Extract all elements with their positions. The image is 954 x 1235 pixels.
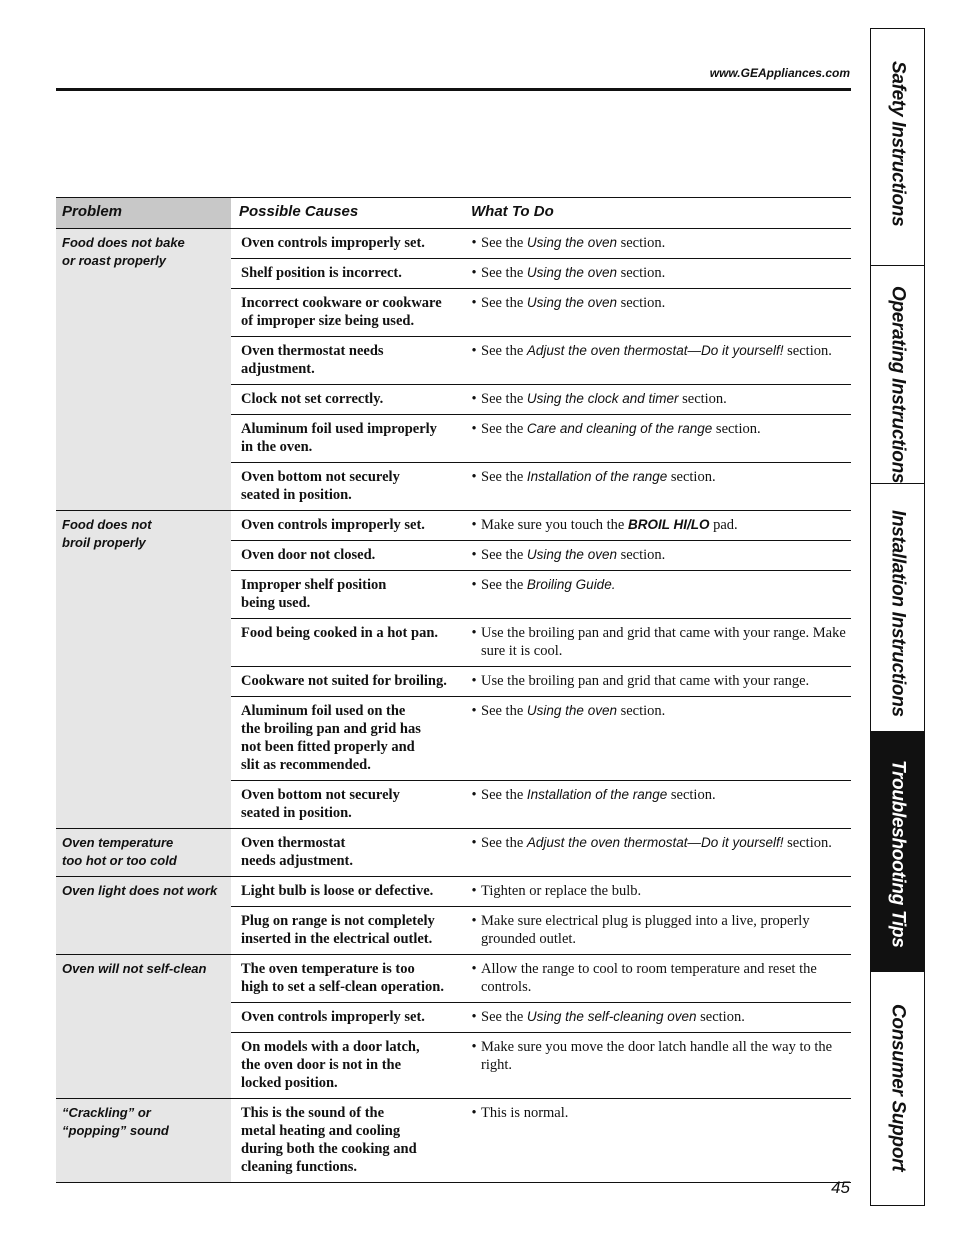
section-reference: Adjust the oven thermostat—Do it yourself! xyxy=(526,835,784,850)
instruction-text: section. xyxy=(616,547,666,563)
instruction-text: Use the broiling pan and grid that came with your range. xyxy=(481,673,810,689)
possible-cause: Aluminum foil used improperly in the oven. xyxy=(241,421,437,455)
instruction-text: section. xyxy=(696,1009,745,1025)
bullet-icon: • xyxy=(471,1105,477,1121)
bullet-icon: • xyxy=(471,1039,477,1055)
instruction-text: See the xyxy=(481,295,527,311)
what-to-do-text xyxy=(481,1008,847,1026)
tab-consumer-support[interactable] xyxy=(871,972,924,1207)
section-reference: Installation of the range xyxy=(526,469,668,484)
possible-cause: Clock not set correctly. xyxy=(241,391,384,407)
table-row xyxy=(231,1003,851,1033)
instruction-text: This is normal. xyxy=(481,1105,569,1121)
section-reference: Broiling Guide. xyxy=(526,577,616,592)
what-to-do-text xyxy=(481,576,847,612)
section-reference: Using the oven xyxy=(526,703,617,718)
instruction-text: Allow the range to cool to room temperature and reset the controls. xyxy=(481,961,817,995)
problem-label: Oven light does not work xyxy=(56,877,231,954)
instruction-text: section. xyxy=(616,265,666,281)
table-row xyxy=(231,1099,851,1182)
what-to-do xyxy=(463,463,851,510)
what-to-do xyxy=(463,259,851,288)
table-row xyxy=(231,289,851,337)
possible-cause: Oven controls improperly set. xyxy=(241,1009,425,1025)
instruction-text: Make sure electrical plug is plugged into a live, properly grounded outlet. xyxy=(481,913,810,947)
what-to-do xyxy=(463,289,851,336)
possible-cause: Oven thermostat needs adjustment. xyxy=(241,343,384,377)
instruction-text: See the xyxy=(481,421,527,437)
what-to-do-text xyxy=(481,834,847,870)
bullet-icon: • xyxy=(471,421,477,437)
what-to-do-text xyxy=(481,624,847,660)
what-to-do-text xyxy=(481,234,847,252)
what-to-do-text xyxy=(481,960,847,996)
instruction-text: section. xyxy=(783,343,832,359)
tab-operating-instructions[interactable] xyxy=(871,266,924,484)
table-row xyxy=(231,571,851,619)
instruction-text: section. xyxy=(667,787,716,803)
what-to-do-text xyxy=(481,468,847,504)
bullet-icon: • xyxy=(471,703,477,719)
bullet-icon: • xyxy=(471,343,477,359)
what-to-do xyxy=(463,781,851,828)
what-to-do-text xyxy=(481,390,847,408)
tab-label: Installation Instructions xyxy=(887,510,909,717)
what-to-do-text xyxy=(481,912,847,948)
instruction-text: Make sure you touch the xyxy=(481,517,628,533)
cause-rows xyxy=(231,877,851,954)
bullet-icon: • xyxy=(471,547,477,563)
what-to-do-text xyxy=(481,786,847,822)
column-header-todo: What To Do xyxy=(471,203,554,220)
what-to-do-text xyxy=(481,1038,847,1092)
section-reference: Using the self-cleaning oven xyxy=(526,1009,697,1024)
table-body xyxy=(56,229,851,1183)
what-to-do xyxy=(463,415,851,462)
what-to-do xyxy=(463,385,851,414)
cause-rows xyxy=(231,955,851,1098)
what-to-do xyxy=(463,1003,851,1032)
what-to-do xyxy=(463,511,851,540)
bullet-icon: • xyxy=(471,295,477,311)
problem-label: Oven temperature too hot or too cold xyxy=(56,829,231,876)
tab-troubleshooting-tips[interactable] xyxy=(871,732,924,972)
instruction-text: Use the broiling pan and grid that came with your range. Make sure it is cool. xyxy=(481,625,846,659)
what-to-do-text xyxy=(481,672,847,690)
possible-cause: The oven temperature is too high to set a self-clean operation. xyxy=(241,961,444,995)
possible-cause: Oven door not closed. xyxy=(241,547,376,563)
what-to-do-text xyxy=(481,882,847,900)
possible-cause: On models with a door latch, the oven door is not in the locked position. xyxy=(241,1039,420,1091)
instruction-text: section. xyxy=(783,835,832,851)
possible-cause: Plug on range is not completely inserted in the electrical outlet. xyxy=(241,913,435,947)
what-to-do xyxy=(463,337,851,384)
what-to-do xyxy=(463,697,851,780)
column-header-problem: Problem xyxy=(56,198,231,228)
instruction-text: See the xyxy=(481,703,527,719)
section-reference: BROIL HI/LO xyxy=(627,517,710,532)
tab-label: Safety Instructions xyxy=(887,61,909,227)
what-to-do xyxy=(463,955,851,1002)
instruction-text: See the xyxy=(481,547,527,563)
tab-label: Troubleshooting Tips xyxy=(887,760,909,948)
instruction-text: See the xyxy=(481,1009,527,1025)
instruction-text: section. xyxy=(616,703,666,719)
possible-cause: Oven thermostat needs adjustment. xyxy=(241,835,353,869)
table-row xyxy=(231,907,851,954)
page-number: 45 xyxy=(831,1178,850,1197)
possible-cause: Oven controls improperly set. xyxy=(241,235,425,251)
table-row xyxy=(231,259,851,289)
cause-rows xyxy=(231,229,851,510)
table-row xyxy=(231,463,851,510)
section-reference: Installation of the range xyxy=(526,787,668,802)
section-tabs xyxy=(870,28,925,1206)
section-reference: Using the oven xyxy=(526,265,617,280)
bullet-icon: • xyxy=(471,235,477,251)
possible-cause: Oven bottom not securely seated in position. xyxy=(241,787,400,821)
tab-label: Consumer Support xyxy=(887,1004,909,1172)
table-row xyxy=(231,385,851,415)
bullet-icon: • xyxy=(471,913,477,929)
possible-cause: Oven controls improperly set. xyxy=(241,517,425,533)
table-row xyxy=(231,829,851,876)
bullet-icon: • xyxy=(471,835,477,851)
problem-group xyxy=(56,229,851,511)
table-row xyxy=(231,955,851,1003)
column-header-causes: Possible Causes xyxy=(239,203,359,220)
problem-group xyxy=(56,829,851,877)
what-to-do xyxy=(463,1099,851,1182)
cause-rows xyxy=(231,829,851,876)
instruction-text: section. xyxy=(616,235,666,251)
what-to-do-text xyxy=(481,1104,847,1176)
table-row xyxy=(231,697,851,781)
what-to-do xyxy=(463,907,851,954)
possible-cause: Aluminum foil used on the the broiling pan and grid has not been fitted properly and slit as recommended. xyxy=(241,703,421,773)
instruction-text: See the xyxy=(481,343,527,359)
bullet-icon: • xyxy=(471,517,477,533)
instruction-text: See the xyxy=(481,391,527,407)
header-rule xyxy=(56,88,851,91)
tab-installation-instructions[interactable] xyxy=(871,484,924,732)
bullet-icon: • xyxy=(471,391,477,407)
bullet-icon: • xyxy=(471,673,477,689)
possible-cause: Light bulb is loose or defective. xyxy=(241,883,434,899)
what-to-do-text xyxy=(481,420,847,456)
what-to-do xyxy=(463,667,851,696)
instruction-text: section. xyxy=(712,421,761,437)
table-header xyxy=(56,198,851,229)
table-row xyxy=(231,337,851,385)
table-row xyxy=(231,877,851,907)
bullet-icon: • xyxy=(471,787,477,803)
what-to-do-text xyxy=(481,264,847,282)
possible-cause: This is the sound of the metal heating and cooling during both the cooking and cleaning functions. xyxy=(241,1105,417,1175)
what-to-do xyxy=(463,877,851,906)
what-to-do-text xyxy=(481,516,847,534)
instruction-text: Tighten or replace the bulb. xyxy=(481,883,642,899)
table-row xyxy=(231,781,851,828)
section-reference: Using the oven xyxy=(526,295,617,310)
instruction-text: See the xyxy=(481,265,527,281)
section-reference: Using the oven xyxy=(526,235,617,250)
what-to-do-text xyxy=(481,702,847,774)
table-row xyxy=(231,511,851,541)
what-to-do xyxy=(463,829,851,876)
bullet-icon: • xyxy=(471,577,477,593)
table-row xyxy=(231,415,851,463)
instruction-text: section. xyxy=(616,295,666,311)
instruction-text: pad. xyxy=(709,517,738,533)
section-reference: Adjust the oven thermostat—Do it yourself! xyxy=(526,343,784,358)
what-to-do xyxy=(463,229,851,258)
problem-label: Food does not bake or roast properly xyxy=(56,229,231,510)
bullet-icon: • xyxy=(471,1009,477,1025)
section-reference: Care and cleaning of the range xyxy=(526,421,713,436)
instruction-text: section. xyxy=(667,469,716,485)
problem-group xyxy=(56,877,851,955)
section-reference: Using the clock and timer xyxy=(526,391,679,406)
what-to-do xyxy=(463,571,851,618)
what-to-do xyxy=(463,541,851,570)
cause-rows xyxy=(231,511,851,828)
what-to-do-text xyxy=(481,546,847,564)
bullet-icon: • xyxy=(471,265,477,281)
what-to-do-text xyxy=(481,294,847,330)
instruction-text: See the xyxy=(481,469,527,485)
possible-cause: Cookware not suited for broiling. xyxy=(241,673,447,689)
problem-label: Food does not broil properly xyxy=(56,511,231,828)
problem-group xyxy=(56,1099,851,1183)
problem-label: “Crackling” or “popping” sound xyxy=(56,1099,231,1182)
what-to-do xyxy=(463,619,851,666)
cause-rows xyxy=(231,1099,851,1182)
problem-group xyxy=(56,955,851,1099)
bullet-icon: • xyxy=(471,961,477,977)
instruction-text: See the xyxy=(481,835,527,851)
possible-cause: Shelf position is incorrect. xyxy=(241,265,402,281)
possible-cause: Improper shelf position being used. xyxy=(241,577,387,611)
bullet-icon: • xyxy=(471,625,477,641)
problem-group xyxy=(56,511,851,829)
tab-safety-instructions[interactable] xyxy=(871,29,924,266)
instruction-text: Make sure you move the door latch handle all the way to the right. xyxy=(481,1039,833,1073)
what-to-do xyxy=(463,1033,851,1098)
instruction-text: section. xyxy=(678,391,727,407)
possible-cause: Oven bottom not securely seated in position. xyxy=(241,469,400,503)
bullet-icon: • xyxy=(471,469,477,485)
instruction-text: See the xyxy=(481,577,527,593)
instruction-text: See the xyxy=(481,787,527,803)
table-row xyxy=(231,619,851,667)
possible-cause: Incorrect cookware or cookware of improper size being used. xyxy=(241,295,442,329)
section-reference: Using the oven xyxy=(526,547,617,562)
table-row xyxy=(231,667,851,697)
site-url: www.GEAppliances.com xyxy=(709,66,850,80)
table-row xyxy=(231,541,851,571)
bullet-icon: • xyxy=(471,883,477,899)
instruction-text: See the xyxy=(481,235,527,251)
table-row xyxy=(231,229,851,259)
problem-label: Oven will not self-clean xyxy=(56,955,231,1098)
possible-cause: Food being cooked in a hot pan. xyxy=(241,625,439,641)
troubleshooting-table xyxy=(56,197,851,1183)
table-row xyxy=(231,1033,851,1098)
what-to-do-text xyxy=(481,342,847,378)
tab-label: Operating Instructions xyxy=(887,286,909,484)
